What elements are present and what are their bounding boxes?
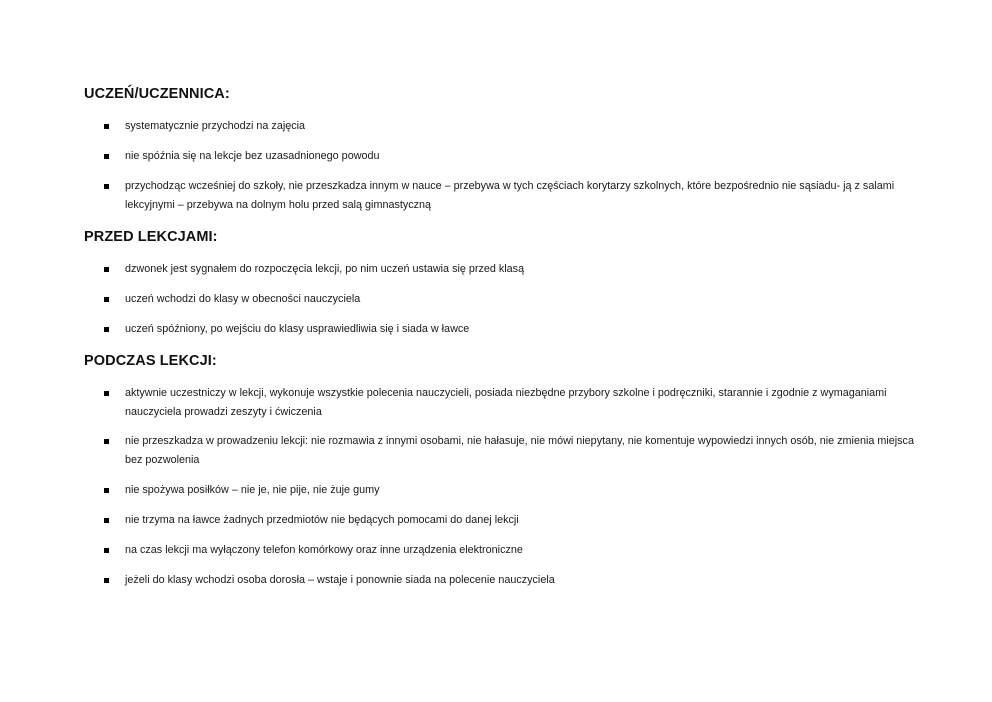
bullet-square-icon [104,488,109,493]
list-item [104,117,916,136]
section-heading-during-lessons: PODCZAS LEKCJI: [84,353,217,369]
bullet-square-icon [104,518,109,523]
list-item [104,384,916,422]
list-item [104,290,916,309]
bullet-square-icon [104,124,109,129]
list-item-text: uczeń spóźniony, po wejściu do klasy usprawiedliwia się i siada w ławce [125,323,470,335]
list-item-text: przychodząc wcześniej do szkoły, nie przeszkadza innym w nauce – przebywa w tych częściach korytarzy szkolnych, które bezpośrednio nie sąsiadu- ją z salami lekcyjnymi – przebywa na dolnym holu przed salą gimnastyczną [125,180,895,211]
list-item [104,147,916,166]
section-heading-before-lessons: PRZED LEKCJAMI: [84,229,218,245]
list-item [104,260,916,279]
list-item-text: uczeń wchodzi do klasy w obecności nauczyciela [125,293,361,305]
list-item-text: dzwonek jest sygnałem do rozpoczęcia lekcji, po nim uczeń ustawia się przed klasą [125,263,525,275]
list-item-text: nie spóźnia się na lekcje bez uzasadnionego powodu [125,150,380,162]
list-item-text: systematycznie przychodzi na zajęcia [125,120,306,132]
bullet-square-icon [104,578,109,583]
list-item [104,177,916,215]
list-item-text: nie trzyma na ławce żadnych przedmiotów nie będących pomocami do danej lekcji [125,514,519,526]
bullet-square-icon [104,327,109,332]
bullet-square-icon [104,154,109,159]
section-heading-student: UCZEŃ/UCZENNICA: [84,86,230,102]
bullet-square-icon [104,548,109,553]
list-item [104,571,916,590]
list-item-text: nie spożywa posiłków – nie je, nie pije, nie żuje gumy [125,484,380,496]
list-item-text: aktywnie uczestniczy w lekcji, wykonuje wszystkie polecenia nauczycieli, posiada niezbędne przybory szkolne i podręczniki, starannie i zgodnie z wymaganiami nauczyciela prowadzi zeszyty i ćwiczenia [125,387,887,418]
bullet-square-icon [104,297,109,302]
list-item [104,432,916,470]
list-item [104,481,916,500]
list-item [104,541,916,560]
list-item-text: jeżeli do klasy wchodzi osoba dorosła – wstaje i ponownie siada na polecenie nauczyciela [125,574,555,586]
bullet-square-icon [104,391,109,396]
list-item [104,511,916,530]
list-item [104,320,916,339]
list-item-text: nie przeszkadza w prowadzeniu lekcji: nie rozmawia z innymi osobami, nie hałasuje, nie mówi niepytany, nie komentuje wypowiedzi innych osób, nie zmienia miejsca bez pozwolenia [125,435,914,466]
bullet-square-icon [104,267,109,272]
bullet-square-icon [104,439,109,444]
list-item-text: na czas lekcji ma wyłączony telefon komórkowy oraz inne urządzenia elektroniczne [125,544,523,556]
bullet-square-icon [104,184,109,189]
